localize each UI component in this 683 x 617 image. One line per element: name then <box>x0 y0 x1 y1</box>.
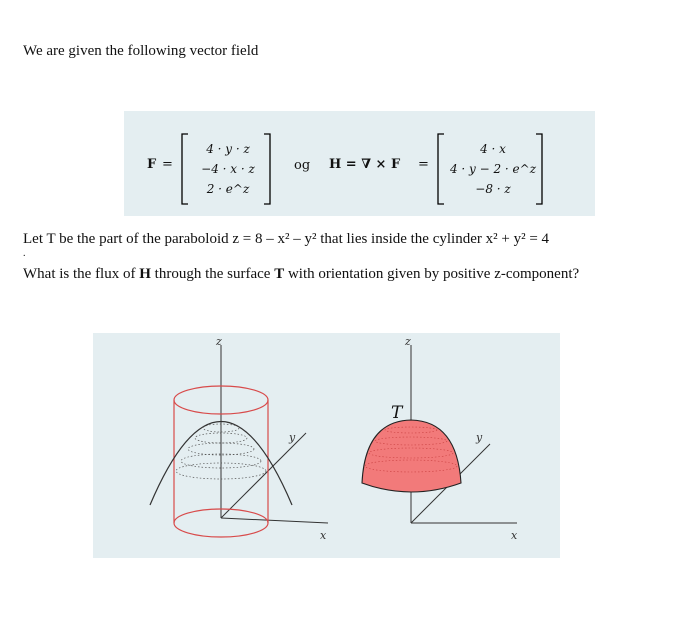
left-bracket-f <box>180 133 190 205</box>
surface-t-label: T <box>391 403 403 423</box>
question-line-1: Let T be the part of the paraboloid z = 8 – x² – y² that lies inside the cylinder x² + y² = 4 <box>23 231 550 247</box>
figure-svg <box>93 333 560 558</box>
right-figure <box>362 335 518 542</box>
right-z-label: z <box>405 335 411 348</box>
figure-panel <box>93 333 560 558</box>
og-word: og <box>294 158 311 173</box>
f-component-1: 4 · y · z <box>206 142 250 156</box>
h-definition: H = ∇ × F <box>329 157 401 172</box>
question-line-2 <box>23 266 579 283</box>
equation-panel <box>124 111 595 216</box>
q2-part-a: What is the flux of <box>23 266 140 282</box>
h-component-3: −8 · z <box>475 182 511 196</box>
h-component-2: 4 · y − 2 · e^z <box>449 162 537 176</box>
equals-1: = <box>162 157 173 172</box>
right-y-label: y <box>476 431 483 444</box>
h-component-1: 4 · x <box>480 142 506 156</box>
h-components <box>445 139 541 199</box>
left-y-axis <box>221 433 306 518</box>
left-figure <box>150 335 328 542</box>
stray-dot: . <box>23 248 26 259</box>
f-component-3: 2 · e^z <box>206 182 250 196</box>
q2-part-b: through the surface <box>150 266 275 282</box>
left-x-label: x <box>320 529 327 542</box>
equals-2: = <box>418 157 429 172</box>
f-component-2: −4 · x · z <box>201 162 255 176</box>
q2-h-bold: H <box>139 266 151 282</box>
left-z-label: z <box>216 335 222 348</box>
right-bracket-f <box>262 133 272 205</box>
f-symbol: F <box>147 157 157 172</box>
left-x-axis <box>221 518 328 523</box>
right-x-label: x <box>511 529 518 542</box>
q2-t-bold: T <box>274 266 285 282</box>
f-components <box>192 139 264 199</box>
q2-part-c: with orientation given by positive z-component? <box>284 266 580 282</box>
left-y-label: y <box>289 431 296 444</box>
intro-text: We are given the following vector field <box>23 43 259 59</box>
right-bracket-h <box>534 133 544 205</box>
